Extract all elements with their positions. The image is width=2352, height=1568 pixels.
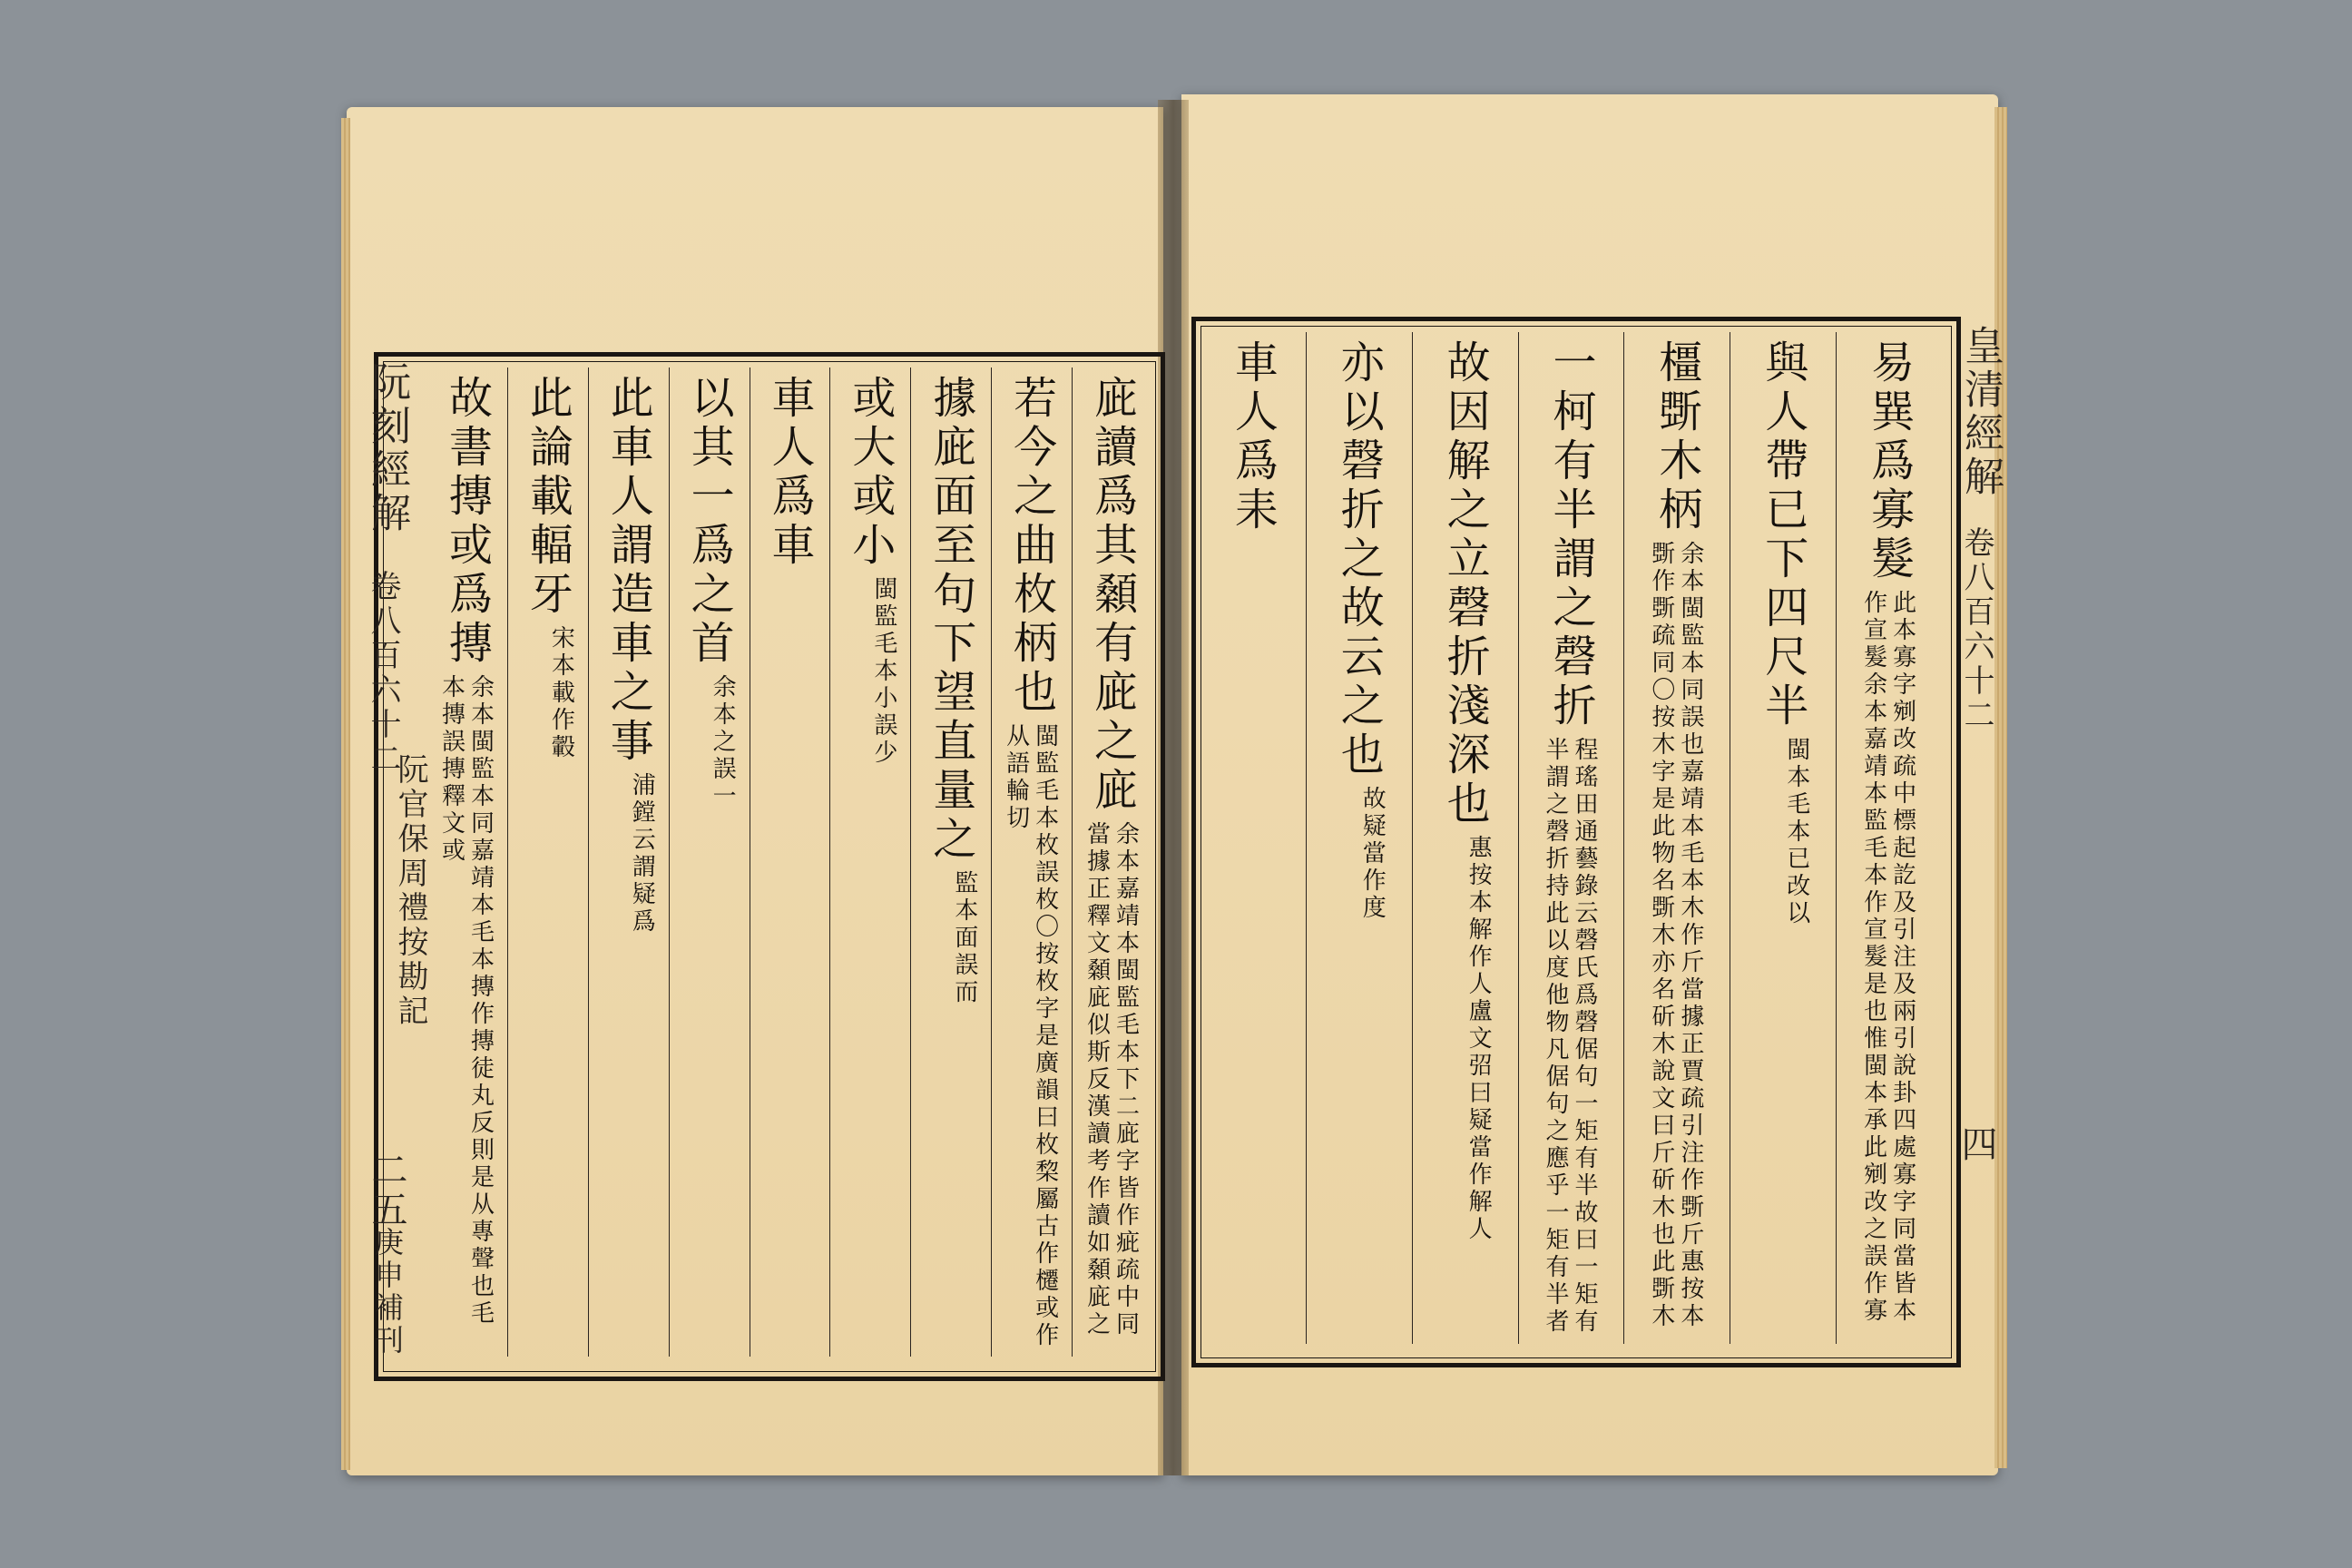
left-column-main-text: 以其一爲之首 <box>683 375 735 669</box>
right-column-note-right: 惠按本解作人盧文弨曰疑當作解人 <box>1465 835 1493 1243</box>
left-column-main-text: 或大或小 <box>844 375 896 571</box>
left-column-note-left: 當據正釋文顙庛似斯反漢讀考作讀如顙庛之 <box>1083 821 1111 1338</box>
right-column-rule <box>1836 332 1837 1344</box>
left-column-note-right: 監本面誤而 <box>950 870 978 1006</box>
right-column-rule <box>1518 332 1519 1344</box>
left-column-main-text: 故書摶或爲摶 <box>441 375 493 669</box>
left-column-note-right: 余本嘉靖本閩監毛本下二庛字皆作疵疏中同 <box>1112 821 1140 1338</box>
left-column-main-text: 車人爲車 <box>764 375 815 571</box>
left-column-main-text: 若今之曲枚柄也 <box>1005 375 1057 718</box>
left-column-note-right: 余本之誤一 <box>709 674 737 810</box>
right-column-note-left: 斲作斲疏同〇按木字是此物名斲木亦名斫木說文曰斤斫木也此斲木 <box>1647 541 1675 1330</box>
right-margin-volume: 卷八百六十二 <box>1958 526 1994 733</box>
left-column-note-right: 宋本載作轂 <box>547 625 575 761</box>
left-column-note-right: 閩監毛本小誤少 <box>869 576 897 767</box>
right-column-main-text: 一柯有半謂之磬折 <box>1545 339 1596 731</box>
right-column-note-right: 余本閩監本同誤也嘉靖本毛本木作斤當據正賈疏引注作斲斤惠按本 <box>1676 541 1704 1330</box>
right-column-rule <box>1623 332 1624 1344</box>
right-column-rule <box>1412 332 1413 1344</box>
right-column-note-right: 閩本毛本已改以 <box>1782 737 1810 927</box>
right-column-main-text: 車人爲耒 <box>1227 339 1279 535</box>
right-column-rule <box>1306 332 1307 1344</box>
right-page-edge <box>1994 107 2007 1468</box>
left-margin-title: 阮刻經解 <box>364 361 410 535</box>
right-column-main-text: 與人帶已下四尺半 <box>1757 339 1808 731</box>
left-column-rule <box>507 368 508 1357</box>
left-column-note-right: 浦鏜云謂疑爲 <box>628 772 656 936</box>
right-column-note-left: 半謂之磬折持此以度他物凡倨句之應乎一矩有半者 <box>1542 737 1569 1336</box>
right-column-note-right: 此本寡字剜改疏中標起訖及引注及兩引說卦四處寡字同當皆本 <box>1888 590 1916 1325</box>
left-page-edge <box>341 118 350 1470</box>
right-column-main-text: 亦以磬折之故云之也 <box>1333 339 1385 780</box>
left-footer-stamp: 庚申補刊 <box>370 1227 405 1357</box>
left-column-note-left: 从語輪切 <box>1002 723 1030 832</box>
left-column-note-right: 余本閩監本同嘉靖本毛本摶作摶徒丸反則是从專聲也毛 <box>466 674 495 1328</box>
right-column-note-right: 故疑當作度 <box>1358 786 1387 922</box>
left-page-number: 二五 <box>366 1151 407 1230</box>
right-column-main-text: 故因解之立磬折淺深也 <box>1439 339 1491 829</box>
right-column-main-text: 易巽爲寡髮 <box>1863 339 1915 584</box>
left-column-note-right: 閩監毛本枚誤枚〇按枚字是廣韻曰枚棃屬古作櫏或作 <box>1031 723 1059 1349</box>
right-column-note-left: 作宣髮余本嘉靖本監毛本作宣髮是也惟閩本承此剜改之誤作寡 <box>1859 590 1887 1325</box>
left-footer-title: 阮官保周禮按勘記 <box>392 753 428 1029</box>
left-column-rule <box>991 368 992 1357</box>
left-column-rule <box>588 368 589 1357</box>
right-column-main-text: 橿斲木柄 <box>1651 339 1702 535</box>
right-page-number: 四 <box>1955 1125 1997 1165</box>
left-margin-volume: 卷八百六十二 <box>365 570 401 777</box>
left-column-main-text: 據庛面至句下望直量之 <box>925 375 976 865</box>
right-margin-title: 皇清經解 <box>1957 325 2004 499</box>
left-column-main-text: 庛讀爲其顙有庛之庛 <box>1086 375 1138 816</box>
left-column-rule <box>1072 368 1073 1357</box>
right-column-note-right: 程瑤田通藝錄云磬氏爲磬倨句一矩有半故曰一矩有 <box>1571 737 1598 1336</box>
left-column-rule <box>669 368 670 1357</box>
left-column-main-text: 此論載輻牙 <box>522 375 573 620</box>
left-column-main-text: 此車人謂造車之事 <box>603 375 654 767</box>
left-column-rule <box>829 368 830 1357</box>
left-column-rule <box>910 368 911 1357</box>
left-column-note-left: 本摶誤摶釋文或 <box>437 674 466 865</box>
